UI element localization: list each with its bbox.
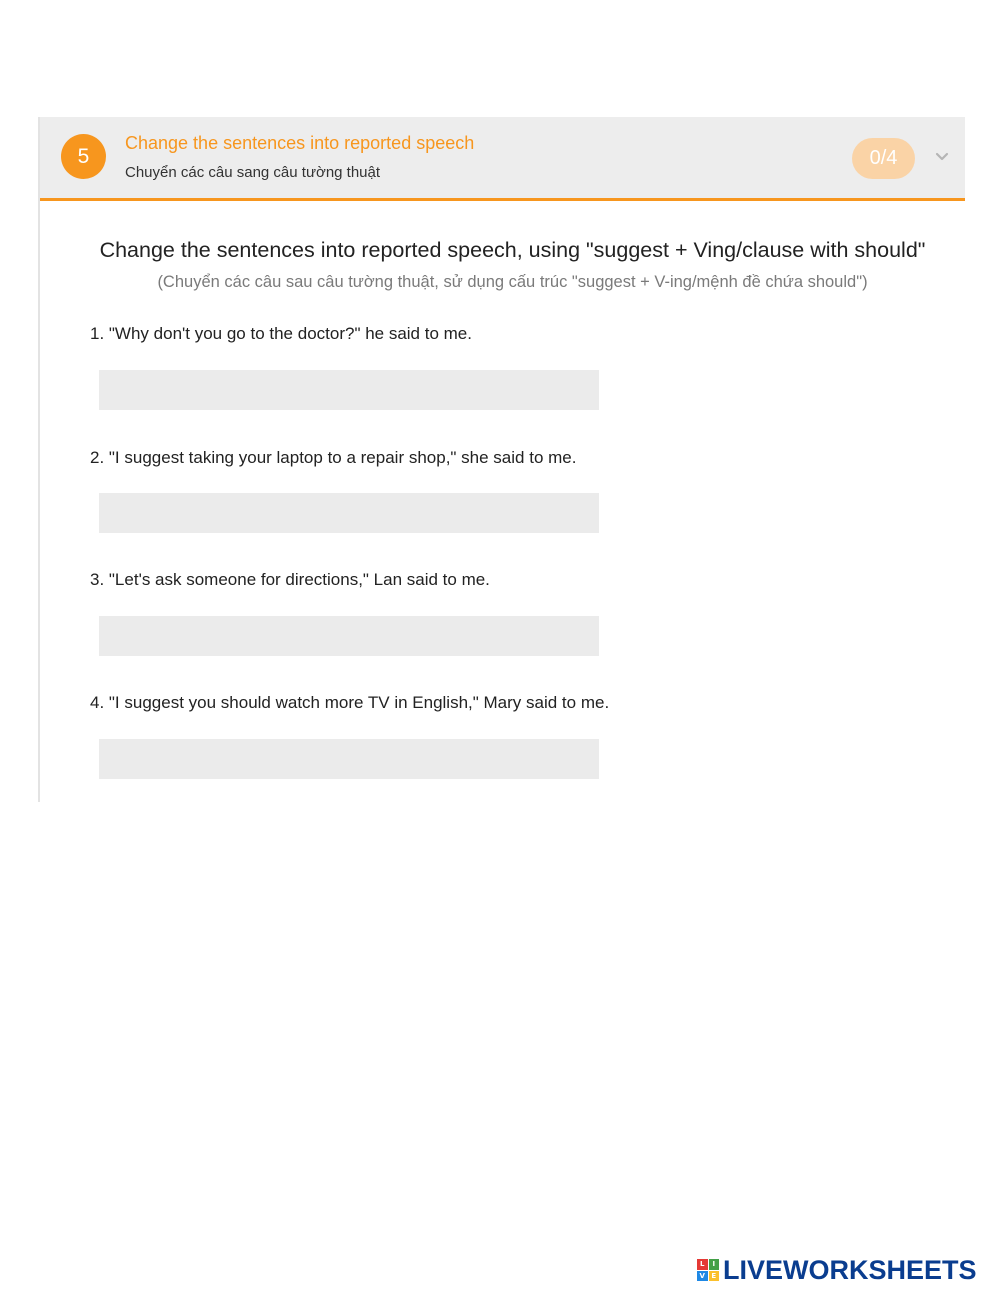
chevron-down-icon[interactable]	[935, 150, 949, 164]
exercise-card	[38, 117, 965, 802]
score-badge: 0/4	[852, 138, 915, 179]
logo-mark-icon	[697, 1259, 719, 1281]
logo-letter: V	[697, 1271, 708, 1282]
instruction-subtitle: (Chuyển các câu sau câu tường thuật, sử dụng cấu trúc "suggest + V-ing/mệnh đề chứa should")	[157, 273, 868, 291]
question-1: 1. "Why don't you go to the doctor?" he said to me.	[90, 324, 472, 343]
exercise-title: Change the sentences into reported speech	[125, 133, 475, 153]
logo-letter: E	[709, 1271, 720, 1282]
answer-input-3[interactable]	[99, 616, 599, 656]
answer-input-1[interactable]	[99, 370, 599, 410]
exercise-number-badge: 5	[61, 134, 106, 179]
liveworksheets-logo	[697, 1256, 977, 1284]
question-3: 3. "Let's ask someone for directions," Lan said to me.	[90, 570, 490, 589]
exercise-header[interactable]	[40, 117, 965, 201]
logo-letter: L	[697, 1259, 708, 1270]
answer-input-4[interactable]	[99, 739, 599, 779]
logo-text: LIVEWORKSHEETS	[723, 1255, 977, 1285]
exercise-subtitle: Chuyển các câu sang câu tường thuật	[125, 164, 381, 181]
question-4: 4. "I suggest you should watch more TV in English," Mary said to me.	[90, 693, 610, 712]
instruction-title: Change the sentences into reported speech, using "suggest + Ving/clause with should"	[99, 238, 926, 262]
question-2: 2. "I suggest taking your laptop to a repair shop," she said to me.	[90, 448, 577, 467]
answer-input-2[interactable]	[99, 493, 599, 533]
logo-letter: I	[709, 1259, 720, 1270]
